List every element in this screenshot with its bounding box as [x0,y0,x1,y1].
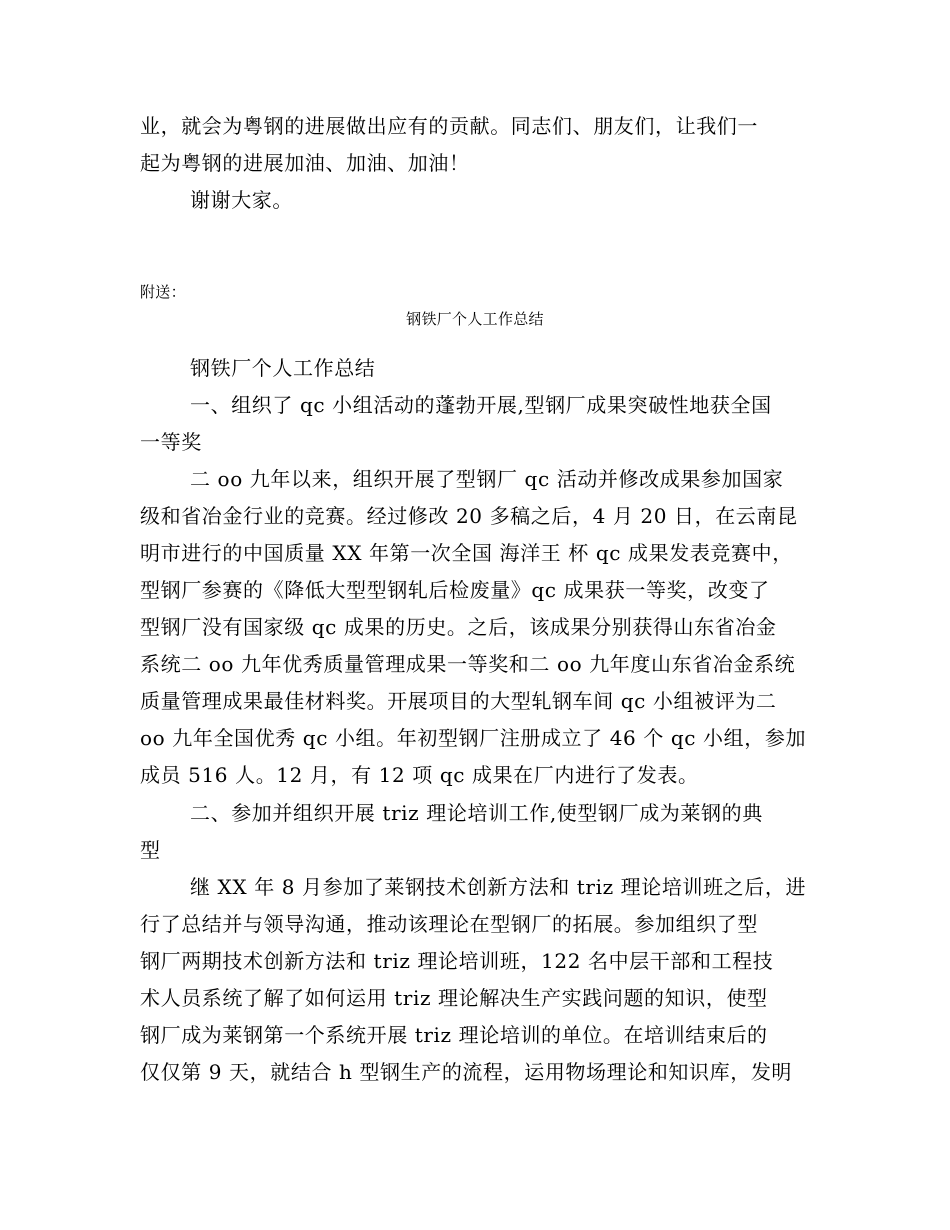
text-line: 业，就会为粤钢的进展做出应有的贡献。同志们、朋友们，让我们一 [140,114,758,138]
text-line: 继 XX 年 8 月参加了莱钢技术创新方法和 triz 理论培训班之后，进 [190,875,807,899]
text-line: 术人员系统了解了如何运用 triz 理论解决生产实践问题的知识，使型 [140,986,768,1010]
text-line: 成员 516 人。12 月，有 12 项 qc 成果在厂内进行了发表。 [140,763,699,787]
text-line: 二 oo 九年以来，组织开展了型钢厂 qc 活动并修改成果参加国家 [190,467,784,491]
section-heading: 二、参加并组织开展 triz 理论培训工作,使型钢厂成为莱钢的典 [190,801,763,825]
text-line: 型钢厂没有国家级 qc 成果的历史。之后，该成果分别获得山东省冶金 [140,615,777,639]
section-heading: 一、组织了 qc 小组活动的蓬勃开展,型钢厂成果突破性地获全国 [190,393,772,417]
text-line: 钢厂成为莱钢第一个系统开展 triz 理论培训的单位。在培训结束后的 [140,1023,768,1047]
text-line: 型钢厂参赛的《降低大型型钢轧后检废量》qc 成果获一等奖，改变了 [140,578,770,602]
section-heading: 型 [140,838,161,862]
section-heading: 一等奖 [140,430,202,454]
text-line: oo 九年全国优秀 qc 小组。年初型钢厂注册成立了 46 个 qc 小组，参加 [140,726,807,750]
section-title: 钢铁厂个人工作总结 [406,310,544,328]
text-line: 谢谢大家。 [190,188,293,212]
text-line: 行了总结并与领导沟通，推动该理论在型钢厂的拓展。参加组织了型 [140,912,758,936]
text-line: 明市进行的中国质量 XX 年第一次全国 海洋王 杯 qc 成果发表竞赛中， [140,541,793,565]
text-line: 钢厂两期技术创新方法和 triz 理论培训班，122 名中层干部和工程技 [140,949,774,973]
document-heading: 钢铁厂个人工作总结 [190,356,376,380]
text-line: 仅仅第 9 天，就结合 h 型钢生产的流程，运用物场理论和知识库，发明 [140,1060,793,1084]
attachment-label: 附送： [140,283,186,301]
text-line: 起为粤钢的进展加油、加油、加油！ [140,151,470,175]
text-line: 质量管理成果最佳材料奖。开展项目的大型轧钢车间 qc 小组被评为二 [140,689,777,713]
text-line: 系统二 oo 九年优秀质量管理成果一等奖和二 oo 九年度山东省冶金系统 [140,652,796,676]
text-line: 级和省冶金行业的竞赛。经过修改 20 多稿之后，4 月 20 日，在云南昆 [140,504,798,528]
